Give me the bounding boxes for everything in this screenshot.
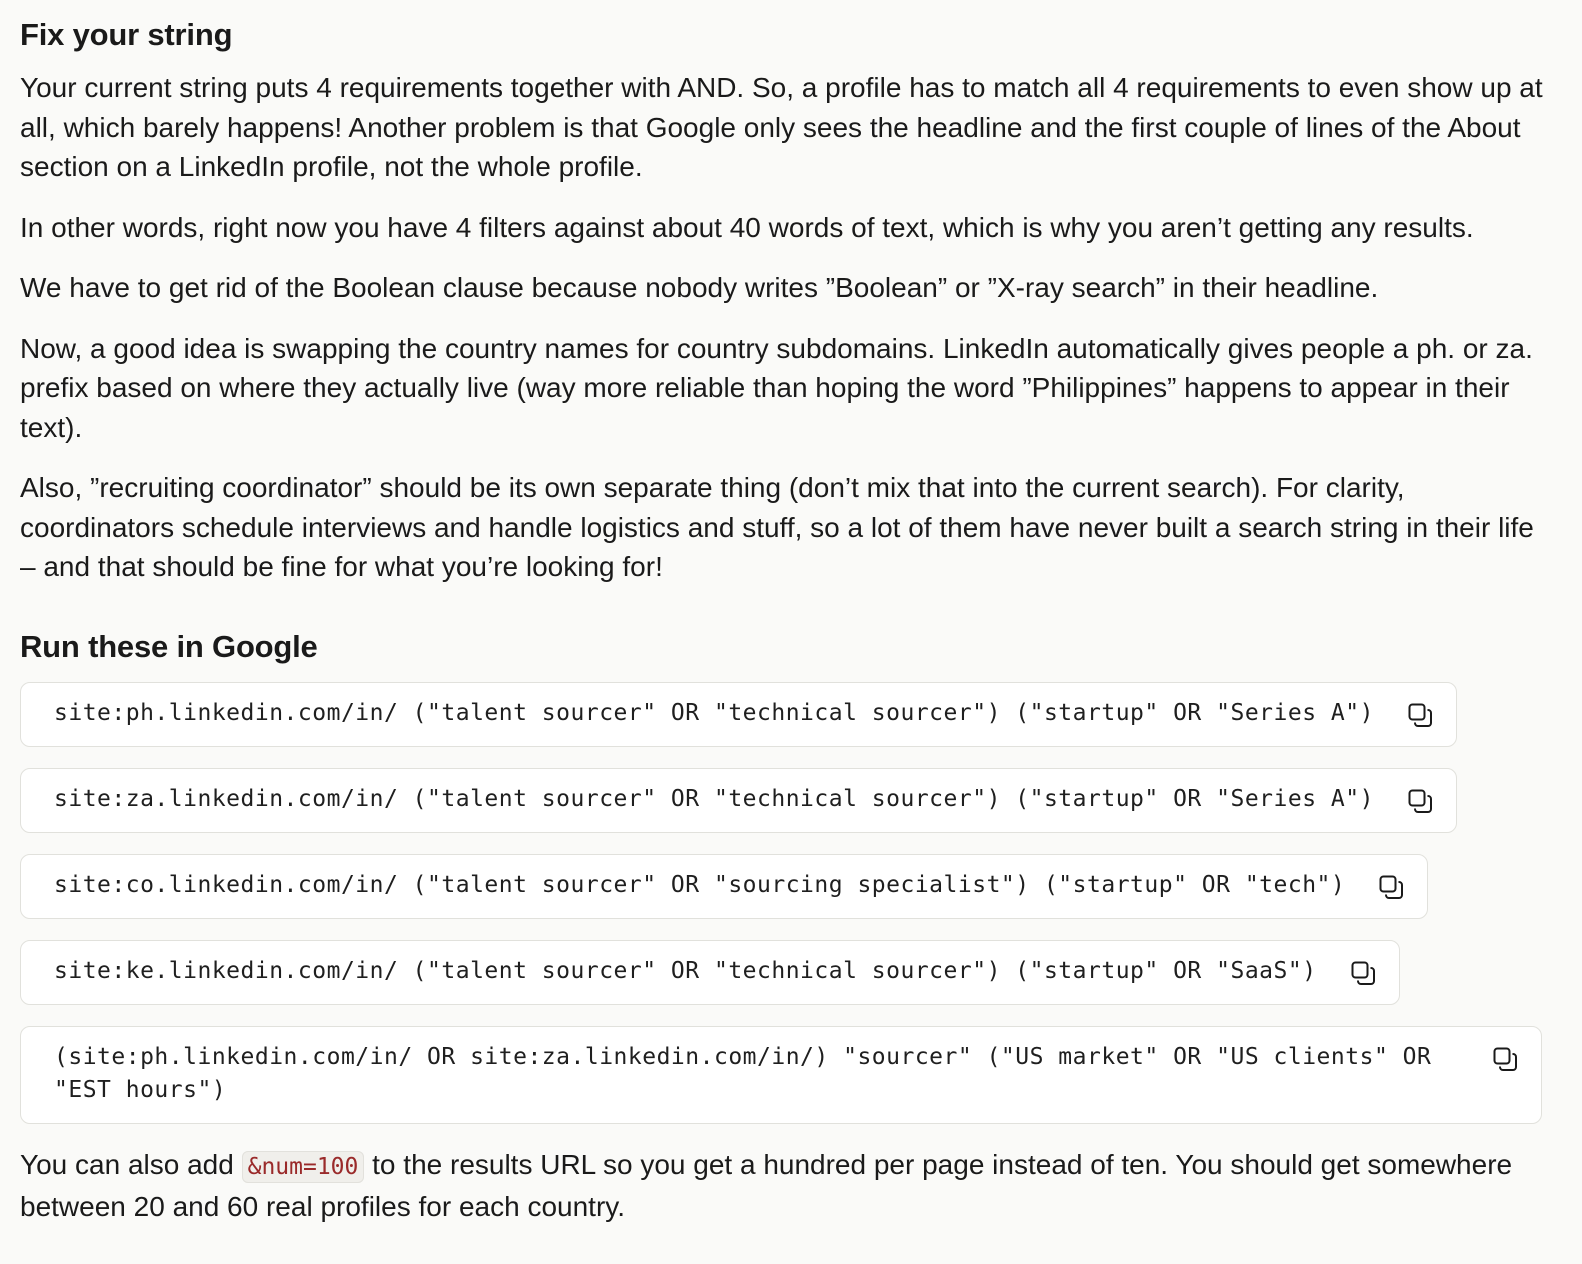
paragraph-and-explanation: Your current string puts 4 requirements together with AND. So, a profile has to match all 4 requirements to even show up at all, which barely happens! Another problem is that Google only sees the headline and the first couple of lines of the About section on a LinkedIn profile, not the whole profile.: [20, 72, 1543, 182]
section-heading-fix: Fix your string: [20, 17, 233, 52]
copy-button[interactable]: [1349, 959, 1377, 987]
paragraph-subdomains: Now, a good idea is swapping the country names for country subdomains. LinkedIn automatically gives people a ph. or za. prefix based on where they actually live (way more reliable than hoping the word ”Philippines” happens to appear in their text).: [20, 332, 1533, 443]
code-block: [20, 768, 1457, 833]
paragraph-num-tip: [20, 1145, 1545, 1227]
copy-icon: [1407, 788, 1433, 814]
code-block: [20, 940, 1400, 1005]
paragraph-coordinator: Also, ”recruiting coordinator” should be its own separate thing (don’t mix that into the current search). For clarity, coordinators schedule interviews and handle logistics and stuff, so a lot of them have never built a search string in their life – and that should be fine for what you’re looking for!: [20, 472, 1534, 582]
copy-icon: [1378, 874, 1404, 900]
query-text[interactable]: site:co.linkedin.com/in/ ("talent sourcer" OR "sourcing specialist") ("startup" OR "tech"): [54, 871, 1346, 898]
copy-icon: [1350, 960, 1376, 986]
paragraph-filters: In other words, right now you have 4 filters against about 40 words of text, which is why you aren’t getting any results.: [20, 211, 1474, 243]
copy-icon: [1407, 702, 1433, 728]
query-text[interactable]: site:ph.linkedin.com/in/ ("talent sourcer" OR "technical sourcer") ("startup" OR "Series A"): [54, 699, 1374, 726]
copy-button[interactable]: [1491, 1045, 1519, 1073]
paragraph-boolean: We have to get rid of the Boolean clause because nobody writes ”Boolean” or ”X-ray search” in their headline.: [20, 272, 1379, 303]
code-block: [20, 682, 1457, 747]
section-heading-run: Run these in Google: [20, 628, 318, 664]
query-text[interactable]: (site:ph.linkedin.com/in/ OR site:za.linkedin.com/in/) "sourcer" ("US market" OR "US clients" OR "EST hours"): [54, 1043, 1446, 1103]
code-block: [20, 854, 1428, 919]
copy-button[interactable]: [1377, 873, 1405, 901]
copy-button[interactable]: [1406, 701, 1434, 729]
code-block: [20, 1026, 1542, 1124]
copy-button[interactable]: [1406, 787, 1434, 815]
tip-text-after: to the results URL so you get a hundred per page instead of ten. You should get somewhere between 20 and 60 real profiles for each country.: [20, 1148, 1513, 1222]
query-list: [20, 682, 1545, 1124]
copy-icon: [1492, 1046, 1518, 1072]
tip-text-before: You can also add: [20, 1148, 242, 1180]
query-text[interactable]: site:ke.linkedin.com/in/ ("talent sourcer" OR "technical sourcer") ("startup" OR "SaaS"): [54, 957, 1317, 984]
query-text[interactable]: site:za.linkedin.com/in/ ("talent sourcer" OR "technical sourcer") ("startup" OR "Series A"): [54, 785, 1374, 812]
inline-code-num[interactable]: &num=100: [242, 1151, 365, 1183]
